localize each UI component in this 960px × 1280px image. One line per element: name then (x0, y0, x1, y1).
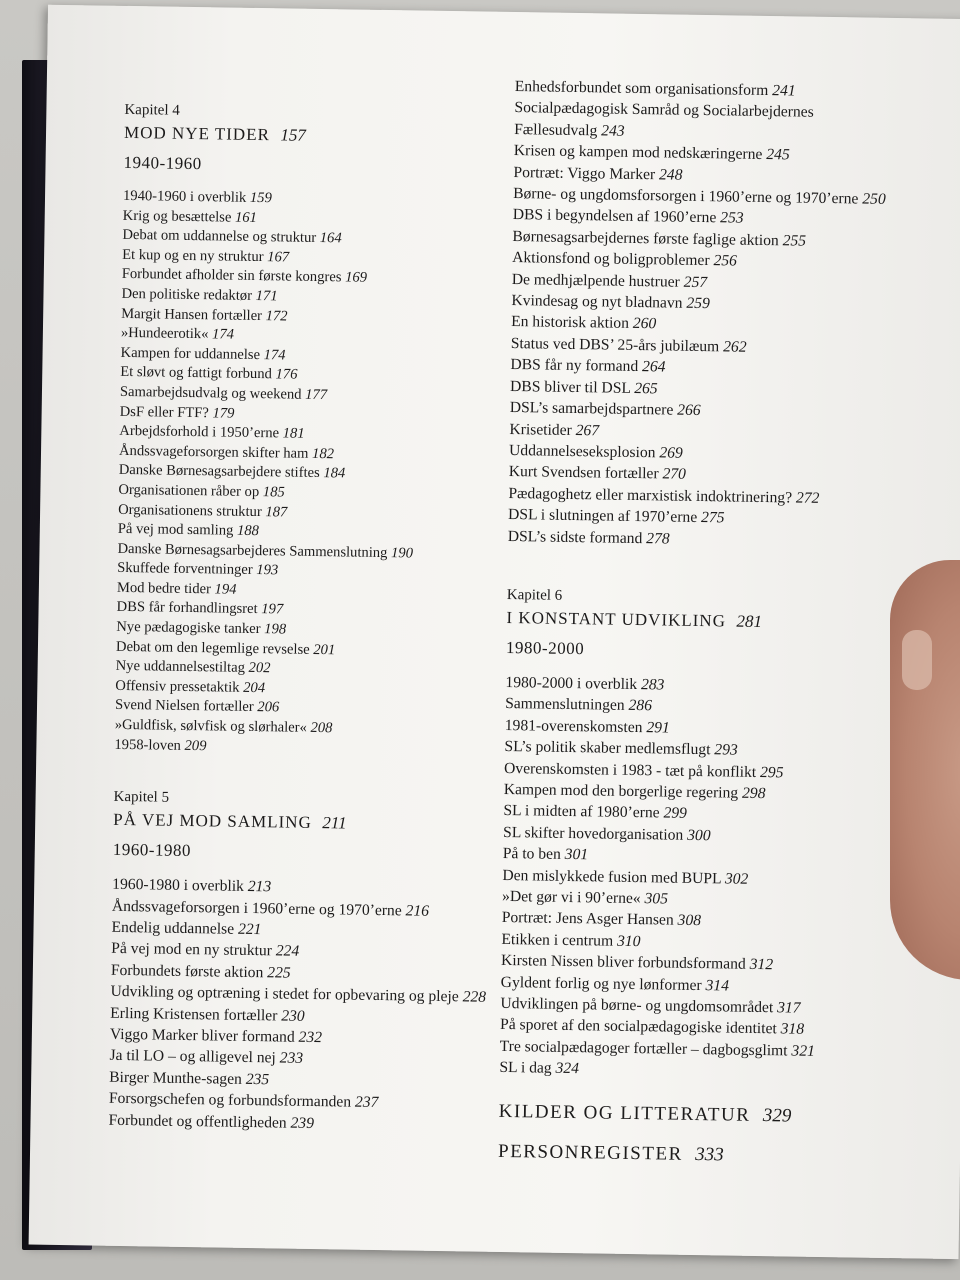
toc-entry-text: Ja til LO – og alligevel nej (109, 1047, 276, 1067)
toc-entry-page: 248 (658, 165, 683, 184)
thumbnail (902, 630, 932, 690)
toc-entry-page: 197 (261, 601, 284, 618)
toc-entry-text: Udvikling og optræning i stedet for opbevaring og pleje (110, 983, 459, 1006)
toc-entry-text: Pædagoghetz eller marxistisk indoktrinering? (508, 484, 793, 507)
chapter-4-title-text: MOD NYE TIDER (123, 122, 271, 145)
toc-entry-page: 204 (243, 679, 266, 697)
toc-entry-text: Birger Munthe-sagen (109, 1068, 243, 1088)
toc-entry-text: Status ved DBS’ 25-års jubilæum (510, 334, 720, 356)
toc-entry-text: Forbundet afholder sin første kongres (121, 266, 342, 286)
chapter-6-title-page: 281 (736, 611, 763, 631)
toc-entry-page: 312 (749, 956, 774, 974)
toc-entry-text: Nye uddannelsestiltag (115, 658, 246, 677)
toc-entry-page: 202 (248, 660, 271, 677)
toc-entry-page: 182 (311, 445, 335, 462)
toc-entry-page: 225 (267, 964, 291, 982)
toc-entry-text: Kirsten Nissen bliver forbundsformand (500, 952, 746, 973)
toc-entry-text: SL i midten af 1980’erne (503, 802, 660, 822)
toc-entry-page: 190 (390, 544, 414, 562)
chapter-6-title (506, 608, 926, 635)
toc-entry-page: 177 (305, 386, 328, 404)
toc-entry-page: 264 (641, 358, 666, 376)
toc-entry-page: 283 (640, 676, 665, 694)
toc-entry-text: Gyldent forlig og nye lønformer (500, 973, 702, 994)
toc-entry-page: 176 (275, 366, 298, 384)
toc-entry-page: 179 (212, 404, 235, 422)
toc-entry-text: Kampen for uddannelse (120, 344, 261, 363)
toc-entry-text: Forbundet og offentligheden (108, 1111, 287, 1132)
toc-entry-page: 171 (255, 287, 278, 305)
toc-entry-page: 260 (632, 315, 657, 333)
toc-entry-page: 181 (282, 425, 305, 442)
toc-entry-text: Erling Kristensen fortæller (110, 1004, 278, 1025)
toc-entry-text: Portræt: Jens Asger Hansen (501, 909, 674, 930)
toc-entry-page: 321 (791, 1042, 816, 1060)
toc-entry-text: 1958-loven (114, 736, 182, 754)
chapter-5-title-text: PÅ VEJ MOD SAMLING (113, 810, 312, 833)
toc-entry-page: 239 (290, 1114, 315, 1132)
toc-entry-text: Åndssvageforsorgen skifter ham (118, 442, 309, 462)
back-matter-index (498, 1141, 918, 1170)
chapter-5-entries (108, 874, 512, 1137)
toc-entry-text: Overenskomsten i 1983 - tæt på konflikt (503, 759, 757, 781)
toc-entry-page: 305 (644, 890, 669, 908)
toc-entry-text: Den mislykkede fusion med BUPL (502, 866, 722, 887)
toc-entry-page: 295 (759, 763, 784, 781)
toc-entry-page: 228 (462, 988, 487, 1006)
toc-entry-text: Danske Børnesagsarbejdere stiftes (118, 462, 320, 482)
toc-entry-text: Sammenslutningen (504, 695, 625, 715)
toc-entry-text: Forsorgschefen og forbundsformanden (108, 1090, 352, 1111)
toc-entry-text: De medhjælpende hustruer (511, 270, 680, 291)
toc-entry-page: 169 (345, 269, 368, 287)
toc-entry-text: Offensiv pressetaktik (115, 677, 240, 696)
chapter-4-title (124, 123, 524, 149)
toc-entry-page: 259 (686, 294, 710, 313)
toc-entry-text: »Det gør vi i 90’erne« (501, 887, 641, 908)
index-title: PERSONREGISTER (497, 1140, 683, 1165)
toc-entry-text: DSL’s samarbejdspartnere (509, 399, 674, 419)
toc-entry-page: 293 (714, 741, 738, 759)
toc-entry-text: Organisationens struktur (118, 501, 262, 520)
chapter-5-years: 1960-1980 (112, 840, 192, 861)
toc-entry-text: Debat om uddannelse og struktur (122, 227, 317, 247)
toc-entry-page: 193 (256, 562, 279, 579)
toc-entry-page: 301 (564, 846, 589, 864)
toc-entry-page: 286 (628, 697, 653, 715)
toc-entry-page: 187 (265, 503, 288, 521)
toc-entry-page: 300 (687, 826, 711, 844)
toc-entry-text: Forbundets første aktion (110, 961, 264, 982)
toc-entry-page: 317 (777, 999, 801, 1017)
toc-entry-page: 164 (319, 230, 342, 247)
toc-entry-page: 232 (298, 1028, 323, 1047)
toc-entry-page: 201 (313, 641, 336, 658)
toc-entry-page: 198 (264, 621, 287, 638)
toc-entry-page: 209 (184, 737, 207, 754)
sources-page: 329 (762, 1104, 792, 1127)
chapter-6-years: 1980-2000 (505, 637, 585, 659)
chapter-5-title-page: 211 (322, 813, 347, 833)
toc-entry-text: Udviklingen på børne- og ungdomsområdet (500, 994, 774, 1017)
chapter-6-label: Kapitel 6 (506, 586, 563, 604)
toc-entry-text: Fællesudvalg (514, 120, 598, 140)
toc-entry-text: Krisetider (509, 420, 572, 439)
toc-entry-text: 1940-1960 i overblik (122, 187, 247, 206)
toc-entry-page: 206 (257, 699, 280, 716)
toc-entry-page: 213 (247, 878, 272, 896)
toc-entry-text: Organisationen råber op (118, 481, 260, 500)
toc-entry-text: Børnesagsarbejdernes første faglige aktion (512, 227, 779, 250)
toc-entry-text: Kurt Svendsen fortæller (508, 463, 659, 483)
toc-entry-page: 255 (782, 232, 807, 250)
toc-entry-text: Nye pædagogiske tanker (116, 618, 261, 638)
toc-entry-text: 1960-1980 i overblik (112, 876, 245, 896)
toc-entry-page: 221 (237, 920, 262, 939)
toc-entry-page: 230 (281, 1007, 305, 1025)
toc-entry-page: 267 (575, 421, 600, 439)
toc-entry-page: 159 (249, 189, 272, 207)
toc-entry-text: DsF eller FTF? (119, 403, 209, 421)
toc-entry-text: En historisk aktion (510, 313, 630, 333)
chapter-5-continued-entries (508, 76, 935, 553)
toc-entry-text: Svend Nielsen fortæller (114, 697, 254, 716)
toc-entry-page: 324 (555, 1060, 580, 1078)
toc-entry-page: 275 (700, 509, 725, 527)
toc-entry-text: Margit Hansen fortæller (121, 305, 263, 324)
toc-entry-text: Krig og besættelse (122, 207, 232, 226)
toc-entry-text: Uddannelseseksplosion (508, 441, 656, 462)
toc-entry-text: På sporet af den socialpædagogiske identitet (499, 1016, 777, 1038)
toc-entry-page: 185 (262, 484, 285, 501)
toc-entry-text: 1981-overenskomsten (504, 716, 643, 736)
toc-entry-text: »Guldfisk, sølvfisk og slørhaler« (114, 716, 307, 736)
toc-entry-text: SL skifter hovedorganisation (502, 823, 684, 844)
toc-entry-text: Kampen mod den borgerlige regering (503, 780, 739, 802)
toc-entry-page: 308 (677, 912, 702, 930)
toc-entry-text: Debat om den legemlige revselse (115, 638, 310, 658)
toc-entry-page: 265 (634, 379, 658, 398)
toc-entry-page: 257 (683, 273, 708, 291)
chapter-4-entries (114, 187, 523, 761)
index-page: 333 (695, 1143, 724, 1166)
toc-entry-page: 269 (659, 444, 683, 462)
chapter-4-label: Kapitel 4 (124, 101, 180, 119)
toc-entry-text: Danske Børnesagsarbejderes Sammenslutning (117, 540, 388, 561)
toc-entry-text: Etikken i centrum (501, 930, 614, 950)
toc-entry-page: 314 (705, 976, 730, 995)
toc-entry-text: Portræt: Viggo Marker (513, 163, 656, 183)
chapter-6-entries (499, 672, 925, 1085)
toc-entry-page: 174 (263, 346, 286, 364)
toc-entry-page: 302 (724, 870, 749, 888)
toc-entry-page: 243 (601, 122, 625, 140)
left-column (108, 102, 524, 1137)
chapter-5-label: Kapitel 5 (113, 789, 170, 806)
toc-entry-text: DBS i begyndelsen af 1960’erne (512, 206, 717, 227)
chapter-4-title-page: 157 (280, 125, 307, 145)
toc-entry-text: DBS får forhandlingsret (116, 599, 258, 618)
toc-entry-text: Mod bedre tider (116, 579, 212, 598)
toc-entry-text: Børne- og ungdomsforsorgen i 1960’erne og 1970’erne (513, 185, 859, 208)
toc-entry-text: På vej mod en ny struktur (111, 940, 273, 960)
toc-entry-page: 299 (663, 804, 688, 823)
toc-entry-text: Aktionsfond og boligproblemer (512, 249, 710, 270)
toc-entry-page: 188 (236, 522, 260, 540)
toc-entry-page: 318 (780, 1020, 805, 1039)
toc-entry-text: Endelig uddannelse (111, 918, 235, 938)
chapter-5-title (113, 810, 513, 836)
toc-entry-text: DSL’s sidste formand (507, 527, 643, 547)
toc-entry-page: 310 (616, 932, 641, 950)
toc-entry-text: Arbejdsforhold i 1950’erne (119, 422, 280, 442)
toc-entry-text: »Hundeerotik« (120, 325, 209, 343)
toc-entry-text: Kvindesag og nyt bladnavn (511, 292, 683, 312)
toc-entry-text: Åndssvageforsorgen i 1960’erne og 1970’erne (111, 897, 402, 919)
toc-entry-page: 167 (267, 248, 290, 266)
toc-entry-page: 194 (214, 581, 237, 598)
toc-entry-page: 237 (354, 1093, 379, 1112)
toc-entry-page: 241 (772, 82, 796, 100)
toc-entry-page: 266 (677, 401, 701, 420)
toc-entry-page: 291 (646, 718, 670, 737)
chapter-4-years: 1940-1960 (123, 152, 202, 174)
toc-entry-page: 250 (862, 190, 886, 208)
toc-entry-text: Krisen og kampen mod nedskæringerne (513, 142, 763, 164)
book-page (29, 5, 960, 1259)
toc-entry-text: Et kup og en ny struktur (122, 246, 264, 265)
toc-entry-page: 298 (741, 784, 766, 803)
toc-entry-text: DBS bliver til DSL (509, 377, 631, 397)
toc-entry-text: På to ben (502, 845, 561, 864)
toc-entry-text: Enhedsforbundet som organisationsform (514, 78, 769, 100)
toc-entry-page: 184 (323, 465, 346, 482)
toc-entry-page: 235 (245, 1070, 270, 1089)
toc-entry-page: 272 (795, 489, 820, 507)
toc-entry-text: DBS får ny formand (510, 356, 639, 376)
reader-thumb (890, 560, 960, 980)
toc-entry-text: SL i dag (499, 1059, 552, 1077)
toc-entry-page: 208 (310, 719, 333, 737)
toc-entry-text: Samarbejdsudvalg og weekend (119, 383, 302, 403)
toc-entry-page: 262 (723, 338, 747, 356)
toc-entry-page: 256 (713, 252, 738, 270)
toc-entry-text: Socialpædagogisk Samråd og Socialarbejdernes (514, 99, 814, 122)
toc-entry-page: 233 (279, 1049, 304, 1068)
toc-entry-text: Den politiske redaktør (121, 285, 253, 304)
toc-entry-text: 1980-2000 i overblik (505, 673, 638, 693)
toc-entry-page: 245 (766, 146, 790, 164)
toc-entry-page: 172 (265, 307, 288, 325)
toc-entry-text: Tre socialpædagoger fortæller – dagbogsglimt (499, 1037, 788, 1060)
toc-entry-text: Viggo Marker bliver formand (109, 1025, 295, 1046)
toc-entry-page: 253 (720, 209, 744, 228)
toc-entry-text: Skuffede forventninger (117, 560, 253, 579)
toc-entry-text: DSL i slutningen af 1970’erne (507, 506, 698, 527)
toc-entry-page: 174 (211, 326, 235, 343)
toc-entry-page: 270 (662, 465, 687, 484)
sources-title: KILDER OG LITTERATUR (498, 1100, 751, 1126)
right-column (498, 76, 935, 1187)
toc-entry-page: 224 (275, 942, 300, 961)
toc-entry-text: På vej mod samling (117, 520, 234, 539)
toc-entry-text: SL’s politik skaber medlemsflugt (504, 738, 711, 759)
toc-entry-text: Et sløvt og fattigt forbund (120, 364, 273, 383)
toc-entry-page: 278 (646, 529, 670, 548)
chapter-6-title-text: I KONSTANT UDVIKLING (506, 607, 727, 631)
toc-entry-page: 161 (234, 209, 258, 226)
toc-entry-page: 216 (405, 902, 430, 920)
